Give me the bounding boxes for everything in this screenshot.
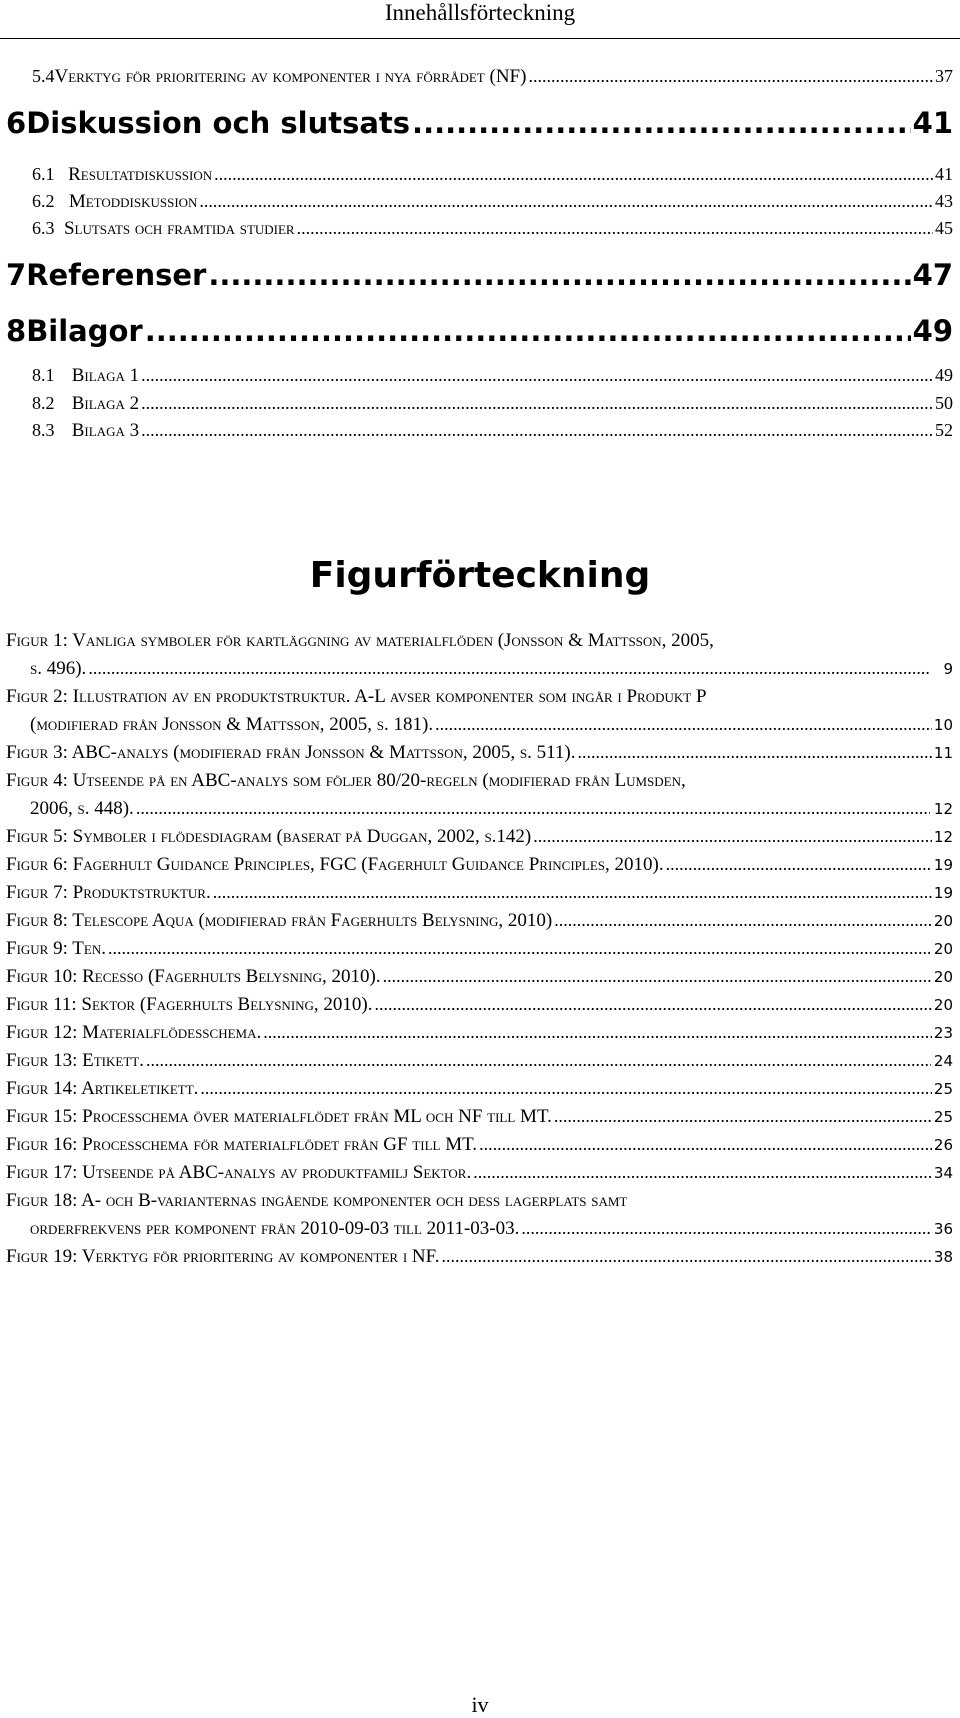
dot-leader xyxy=(554,1106,932,1127)
toc-entry[interactable] xyxy=(0,218,960,240)
dot-leader xyxy=(88,658,929,679)
figure-entry-page: 11 xyxy=(933,744,953,762)
toc-chapter[interactable] xyxy=(0,314,960,348)
figure-entry-page: 10 xyxy=(933,716,953,734)
dot-leader xyxy=(528,66,933,87)
toc-chapter-number: 6 xyxy=(6,106,27,140)
figure-entry-label: Figur 11: Sektor (Fagerhults Belysning, 2010). xyxy=(6,994,373,1015)
figure-entry-label: Figur 10: Recesso (Fagerhults Belysning, 2010). xyxy=(6,966,381,987)
figure-entry-page: 12 xyxy=(933,828,953,846)
dot-leader xyxy=(141,420,933,441)
figure-entry[interactable] xyxy=(0,854,960,876)
figure-entry-line[interactable]: Figur 2: Illustration av en produktstruktur. A-L avser komponenter som ingår i Produkt P xyxy=(6,686,707,707)
toc-entry-page: 52 xyxy=(935,420,953,440)
figure-entry-line[interactable]: Figur 1: Vanliga symboler för kartläggning av materialflöden (Jonsson & Mattsson, 2005, xyxy=(6,630,714,651)
page-number: iv xyxy=(471,1692,489,1717)
toc-entry-page: 45 xyxy=(935,218,953,238)
figure-entry[interactable] xyxy=(0,1022,960,1044)
figure-entry-label: Figur 12: Materialflödesschema. xyxy=(6,1022,262,1043)
page-header-title: Innehållsförteckning xyxy=(384,0,576,25)
figure-entry-page: 25 xyxy=(933,1080,953,1098)
figure-entry[interactable] xyxy=(0,714,960,736)
toc-entry-number: 8.2 xyxy=(32,393,55,413)
toc-chapter-label: Bilagor xyxy=(26,314,143,348)
toc-chapter-label: Referenser xyxy=(26,258,207,292)
figure-entry-label: Figur 9: Ten. xyxy=(6,938,106,959)
dot-leader xyxy=(297,218,933,239)
toc-entry-label: Bilaga 3 xyxy=(71,420,140,441)
toc-entry-number: 8.1 xyxy=(32,365,55,385)
toc-entry[interactable] xyxy=(0,164,960,186)
toc-entry-page: 41 xyxy=(935,164,953,184)
toc-entry-page: 50 xyxy=(935,393,953,413)
figure-entry-label: Figur 6: Fagerhult Guidance Principles, FGC (Fagerhult Guidance Principles, 2010). xyxy=(6,854,664,875)
page-header xyxy=(0,0,960,39)
dot-leader xyxy=(521,1218,932,1239)
toc-chapter-number: 8 xyxy=(6,314,27,348)
dot-leader xyxy=(146,1050,931,1071)
figure-entry[interactable] xyxy=(0,1246,960,1268)
dot-leader xyxy=(263,1022,932,1043)
figure-entry-label: Figur 13: Etikett. xyxy=(6,1050,144,1071)
toc-entry[interactable] xyxy=(0,191,960,213)
figure-entry-page: 24 xyxy=(933,1052,953,1070)
dot-leader xyxy=(479,1134,932,1155)
toc-entry-number: 8.3 xyxy=(32,420,55,440)
figure-entry-line[interactable]: Figur 4: Utseende på en ABC-analys som följer 80/20-regeln (modifierad från Lumsden, xyxy=(6,770,686,791)
figure-entry-label: Figur 5: Symboler i flödesdiagram (baserat på Duggan, 2002, s.142) xyxy=(6,826,532,847)
dot-leader xyxy=(145,314,911,348)
toc-entry-label: Metoddiskussion xyxy=(68,191,198,212)
dot-leader xyxy=(412,106,911,140)
figure-entry[interactable] xyxy=(0,1106,960,1128)
figure-entry-page: 12 xyxy=(933,800,953,818)
dot-leader xyxy=(208,258,910,292)
figure-entry-page: 19 xyxy=(933,884,953,902)
dot-leader xyxy=(141,365,933,386)
toc-chapter[interactable] xyxy=(0,106,960,140)
dot-leader xyxy=(199,191,933,212)
figure-entry[interactable] xyxy=(0,1162,960,1184)
toc-entry[interactable] xyxy=(0,365,960,387)
dot-leader xyxy=(533,826,932,847)
toc-entry[interactable] xyxy=(0,66,960,88)
figure-entry[interactable] xyxy=(0,1134,960,1156)
dot-leader xyxy=(108,938,930,959)
toc-entry-label: Slutsats och framtida studier xyxy=(63,218,295,239)
figure-entry-label: (modifierad från Jonsson & Mattsson, 2005, s. 181). xyxy=(30,714,434,735)
dot-leader xyxy=(213,882,932,903)
dot-leader xyxy=(473,1162,932,1183)
dot-leader xyxy=(435,714,932,735)
figure-entry[interactable] xyxy=(0,1050,960,1072)
dot-leader xyxy=(200,1078,932,1099)
toc-chapter-page: 41 xyxy=(912,106,953,140)
figure-entry[interactable] xyxy=(0,910,960,932)
figure-entry[interactable] xyxy=(0,882,960,904)
figure-entry[interactable] xyxy=(0,938,960,960)
figure-entry[interactable] xyxy=(0,742,960,764)
toc-entry-number: 6.3 xyxy=(32,218,55,238)
figure-entry-page: 19 xyxy=(933,856,953,874)
dot-leader xyxy=(441,1246,931,1267)
toc-entry-label: Bilaga 1 xyxy=(71,365,140,386)
figure-entry-page: 9 xyxy=(943,660,953,678)
toc-entry-label: Verktyg för prioritering av komponenter i nya förrådet (NF) xyxy=(54,66,527,87)
figure-entry-page: 20 xyxy=(933,968,953,986)
figure-entry-label: orderfrekvens per komponent från 2010-09-03 till 2011-03-03. xyxy=(30,1218,520,1239)
figure-entry[interactable] xyxy=(0,798,960,820)
figures-heading: Figurförteckning xyxy=(309,555,651,596)
toc-entry[interactable] xyxy=(0,420,960,442)
figure-entry-page: 36 xyxy=(933,1220,953,1238)
dot-leader xyxy=(383,966,932,987)
figure-entry-page: 38 xyxy=(933,1248,953,1266)
figure-entry-label: Figur 16: Processchema för materialflödet från GF till MT. xyxy=(6,1134,478,1155)
figure-entry-label: Figur 17: Utseende på ABC-analys av produktfamilj Sektor. xyxy=(6,1162,472,1183)
figure-entry-label: Figur 8: Telescope Aqua (modifierad från Fagerhults Belysning, 2010) xyxy=(6,910,553,931)
figure-entry-label: Figur 3: ABC-analys (modifierad från Jonsson & Mattsson, 2005, s. 511). xyxy=(6,742,576,763)
figure-entry-label: Figur 19: Verktyg för prioritering av komponenter i NF. xyxy=(6,1246,440,1267)
toc-chapter-page: 49 xyxy=(912,314,953,348)
toc-entry-number: 6.2 xyxy=(32,191,55,211)
figure-entry[interactable] xyxy=(0,966,960,988)
figure-entry-page: 20 xyxy=(933,912,953,930)
figure-entry-label: Figur 7: Produktstruktur. xyxy=(6,882,211,903)
figure-entry-page: 20 xyxy=(933,940,953,958)
figure-entry-page: 26 xyxy=(933,1136,953,1154)
toc-entry-page: 37 xyxy=(935,66,953,86)
toc-chapter[interactable] xyxy=(0,258,960,292)
toc-entry-number: 6.1 xyxy=(32,164,55,184)
figure-entry[interactable] xyxy=(0,658,960,680)
toc-chapter-page: 47 xyxy=(912,258,953,292)
figure-entry-label: Figur 15: Processchema över materialflödet från ML och NF till MT. xyxy=(6,1106,552,1127)
figure-entry-page: 34 xyxy=(933,1164,953,1182)
figure-entry-page: 23 xyxy=(933,1024,953,1042)
dot-leader xyxy=(214,164,933,185)
dot-leader xyxy=(136,798,931,819)
toc-entry-label: Bilaga 2 xyxy=(71,393,140,414)
figure-entry[interactable] xyxy=(0,1078,960,1100)
figure-entry-line[interactable]: Figur 18: A- och B-varianternas ingående komponenter och dess lagerplats samt xyxy=(6,1190,628,1211)
dot-leader xyxy=(666,854,932,875)
dot-leader xyxy=(554,910,932,931)
dot-leader xyxy=(375,994,932,1015)
toc-entry-page: 43 xyxy=(935,191,953,211)
toc-entry-number: 5.4 xyxy=(32,66,55,86)
toc-entry[interactable] xyxy=(0,393,960,415)
toc-chapter-number: 7 xyxy=(6,258,27,292)
figure-entry[interactable] xyxy=(0,1218,960,1240)
figure-entry-label: s. 496). xyxy=(30,658,87,679)
figure-entry[interactable] xyxy=(0,994,960,1016)
figure-entry[interactable] xyxy=(0,826,960,848)
figure-entry-page: 20 xyxy=(933,996,953,1014)
figure-entry-page: 25 xyxy=(933,1108,953,1126)
toc-chapter-label: Diskussion och slutsats xyxy=(26,106,411,140)
dot-leader xyxy=(578,742,932,763)
figure-entry-label: 2006, s. 448). xyxy=(30,798,134,819)
dot-leader xyxy=(141,393,933,414)
figure-entry-label: Figur 14: Artikeletikett. xyxy=(6,1078,199,1099)
toc-entry-page: 49 xyxy=(935,365,953,385)
toc-entry-label: Resultatdiskussion xyxy=(68,164,213,185)
